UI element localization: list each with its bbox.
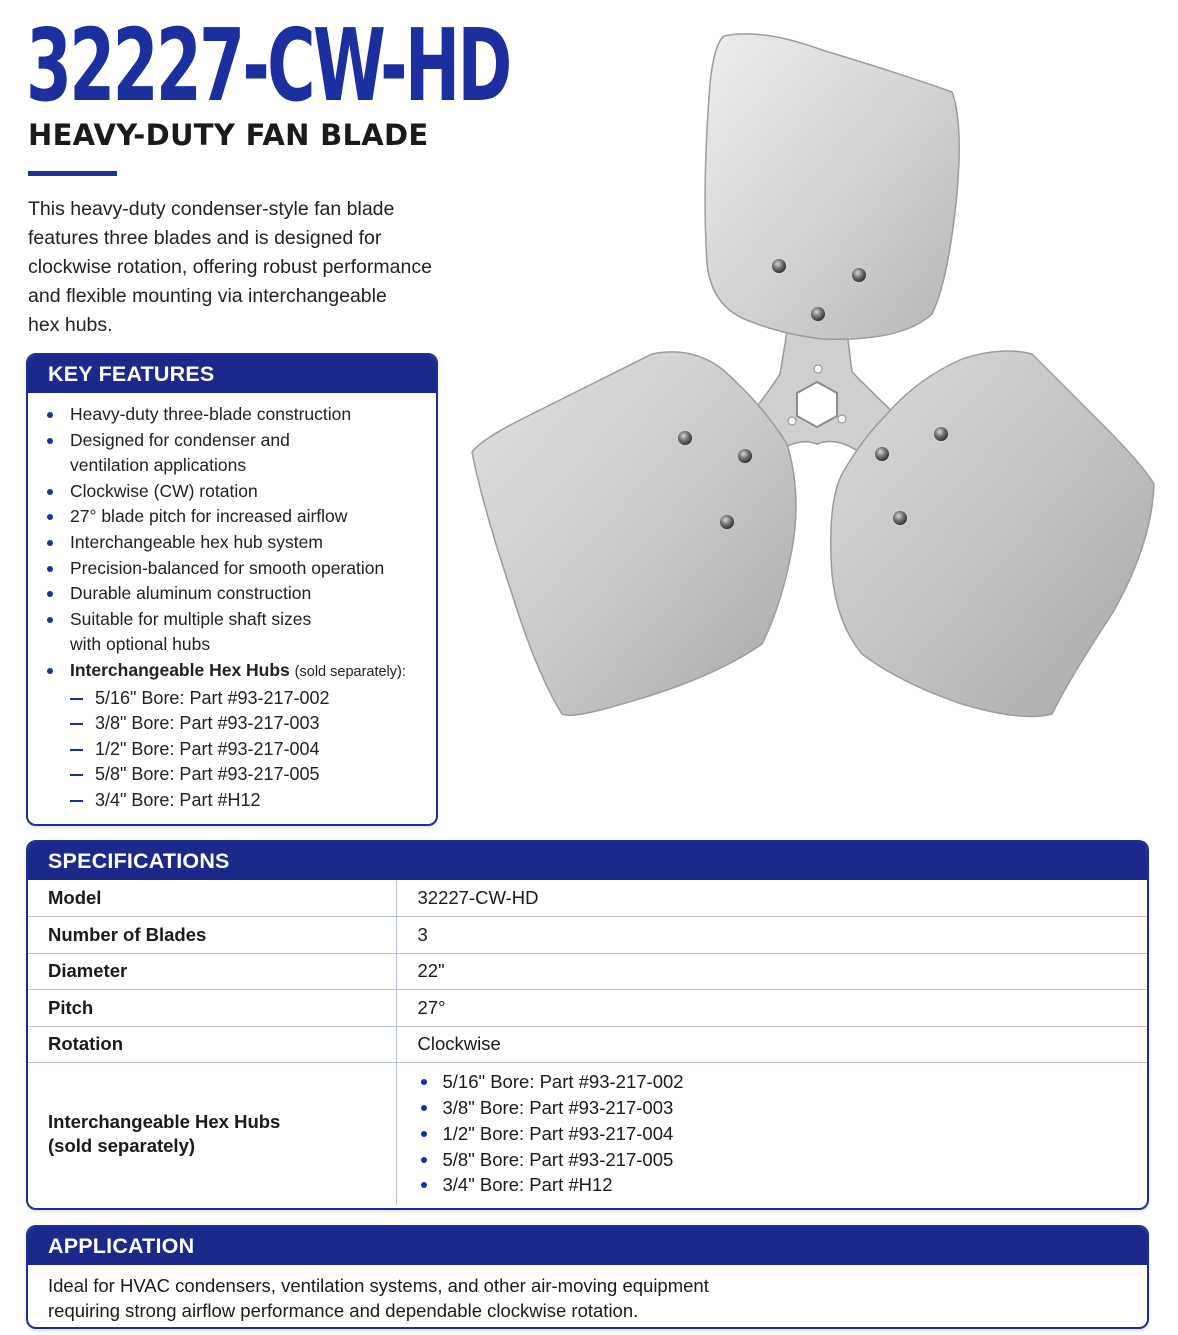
spec-value: 32227-CW-HD	[396, 880, 1147, 917]
fan-blade-left	[472, 352, 796, 715]
spec-hub-item: 5/8" Bore: Part #93-217-005	[418, 1147, 1148, 1173]
dash-icon	[70, 749, 83, 751]
bullet-icon	[421, 1079, 427, 1085]
fan-blade-top	[705, 34, 959, 339]
feature-item: Clockwise (CW) rotation	[45, 479, 436, 505]
spec-hubs-list	[418, 1069, 1148, 1198]
bullet-icon	[47, 566, 53, 572]
feature-item: Suitable for multiple shaft sizes with optional hubs	[45, 607, 436, 658]
feature-item: Heavy-duty three-blade construction	[45, 402, 436, 428]
feature-item: Interchangeable hex hub system	[45, 530, 436, 556]
spec-row	[28, 880, 1147, 917]
spec-row	[28, 917, 1147, 954]
spec-value: 22"	[396, 953, 1147, 990]
bullet-icon	[47, 591, 53, 597]
dash-icon	[70, 698, 83, 700]
application-text: Ideal for HVAC condensers, ventilation systems, and other air-moving equipment requiring strong airflow performance and dependable clockwise rotation.	[48, 1275, 709, 1321]
spec-label: Model	[28, 880, 396, 917]
feature-item: 27° blade pitch for increased airflow	[45, 504, 436, 530]
application-heading: APPLICATION	[28, 1227, 1147, 1265]
hub-item: 3/8" Bore: Part #93-217-003	[45, 711, 436, 737]
intro-line: hex hubs.	[28, 314, 113, 336]
specifications-heading: SPECIFICATIONS	[28, 842, 1147, 880]
spec-row	[28, 1026, 1147, 1063]
product-subtitle: HEAVY-DUTY FAN BLADE	[28, 118, 429, 152]
three-blade-fan-image	[462, 24, 1162, 724]
spec-label: Diameter	[28, 953, 396, 990]
spec-label: Interchangeable Hex Hubs (sold separately)	[28, 1063, 396, 1205]
spec-row-hubs	[28, 1063, 1147, 1205]
bullet-icon	[47, 438, 53, 444]
intro-line: features three blades and is designed for	[28, 227, 382, 249]
bullet-icon	[421, 1182, 427, 1188]
spec-hub-item: 1/2" Bore: Part #93-217-004	[418, 1121, 1148, 1147]
bullet-icon	[421, 1157, 427, 1163]
intro-paragraph	[28, 195, 508, 340]
feature-item: Designed for condenser and ventilation applications	[45, 428, 436, 479]
key-features-list	[28, 393, 436, 813]
spec-hub-item: 3/8" Bore: Part #93-217-003	[418, 1095, 1148, 1121]
spec-value: 3	[396, 917, 1147, 954]
feature-item: Durable aluminum construction	[45, 581, 436, 607]
feature-item: Precision-balanced for smooth operation	[45, 556, 436, 582]
specifications-box	[26, 840, 1149, 1210]
dash-icon	[70, 800, 83, 802]
spec-row	[28, 990, 1147, 1027]
bullet-icon	[47, 514, 53, 520]
bullet-icon	[47, 412, 53, 418]
spec-label: Rotation	[28, 1026, 396, 1063]
dash-icon	[70, 723, 83, 725]
bullet-icon	[421, 1105, 427, 1111]
application-box	[26, 1225, 1149, 1329]
hub-item: 1/2" Bore: Part #93-217-004	[45, 737, 436, 763]
intro-line: and flexible mounting via interchangeable	[28, 285, 387, 307]
spec-hub-item: 5/16" Bore: Part #93-217-002	[418, 1069, 1148, 1095]
bullet-icon	[47, 540, 53, 546]
spec-label: Pitch	[28, 990, 396, 1027]
key-features-box	[26, 353, 438, 826]
hub-item: 5/16" Bore: Part #93-217-002	[45, 686, 436, 712]
intro-line: This heavy-duty condenser-style fan blade	[28, 198, 395, 220]
bullet-icon	[47, 617, 53, 623]
title-underline	[28, 171, 117, 176]
spec-hub-item: 3/4" Bore: Part #H12	[418, 1172, 1148, 1198]
hub-item: 5/8" Bore: Part #93-217-005	[45, 762, 436, 788]
key-features-heading: KEY FEATURES	[28, 355, 436, 393]
product-model-title: 32227-CW-HD	[26, 7, 510, 124]
spec-value: Clockwise	[396, 1026, 1147, 1063]
spec-value	[396, 1063, 1147, 1205]
dash-icon	[70, 774, 83, 776]
bullet-icon	[47, 489, 53, 495]
spec-label: Number of Blades	[28, 917, 396, 954]
hub-item: 3/4" Bore: Part #H12	[45, 788, 436, 814]
feature-item-hubs: Interchangeable Hex Hubs (sold separately):	[45, 658, 436, 686]
spec-row	[28, 953, 1147, 990]
intro-line: clockwise rotation, offering robust performance	[28, 256, 432, 278]
bullet-icon	[421, 1131, 427, 1137]
specifications-table	[28, 880, 1147, 1205]
hex-bore-icon	[797, 382, 837, 427]
spec-value: 27°	[396, 990, 1147, 1027]
bullet-icon	[47, 668, 53, 674]
